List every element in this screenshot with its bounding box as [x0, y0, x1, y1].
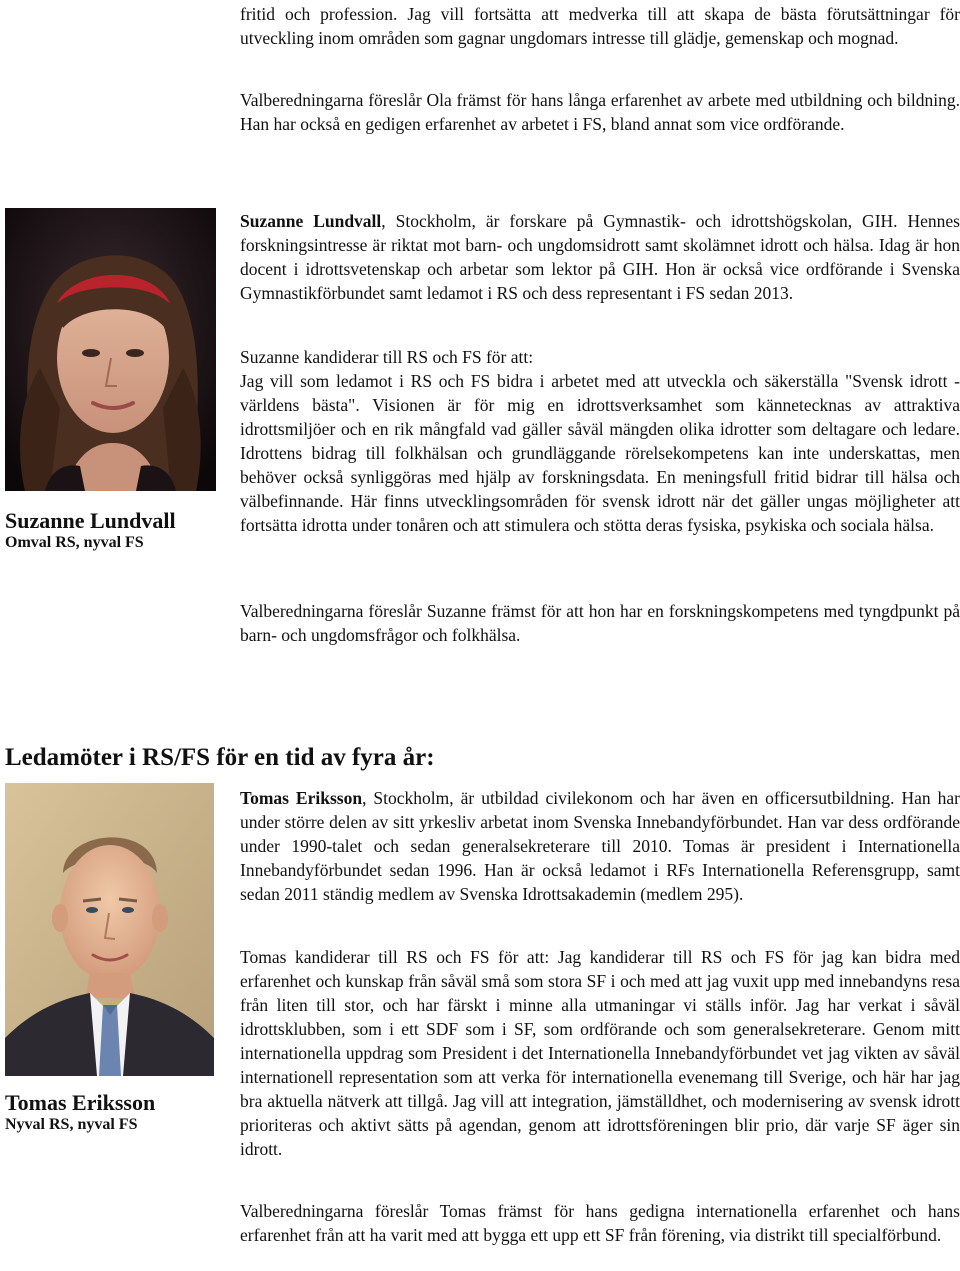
tomas-candidacy: Tomas kandiderar till RS och FS för att: Jag kandiderar till RS och FS för jag kan bidra med erfarenhet och kunskap från såväl små som stora SF i och med att jag vuxit upp med innebandyns resa från liten till stor, och har färskt i minne alla utmaningar vi ställs inför. Jag har verkat i såväl idrottsklubben, som i ett SDF som i SF, som ordförande och som generalsekreterare. Genom mitt internationella uppdrag som President i det Internationella Innebandyförbundet vet jag vikten av såväl internationell representation som att verka för internationella evenemang till Sverige, och här har jag bra aktuella nätverk att tillgå. Jag vill att integration, jämställdhet, och modernisering av svensk idrott prioriteras och aktivt sätts på agendan, genom att idrottsföreningen blir prio, där varje SF äger sin idrott. [240, 947, 960, 1159]
suzanne-bio-text: , Stockholm, är forskare på Gymnastik- och idrottshögskolan, GIH. Hennes forskningsintresse är riktat mot barn- och ungdomsidrott samt skolämnet idrott och hälsa. Idag är hon docent i idrottsvetenskap och arbetar som lektor på GIH. Hon är också vice ordförande i Svenska Gymnastikförbundet samt ledamot i RS och dess representant i FS sedan 2013. [240, 211, 960, 303]
suzanne-caption-role: Omval RS, nyval FS [5, 534, 144, 551]
suzanne-candidacy: Jag vill som ledamot i RS och FS bidra i arbetet med att utveckla och säkerställa "Svensk idrott - världens bästa". Visionen är för mig en idrottsverksamhet som kännetecknas av attraktiva idrottsmiljöer och en rik mångfald vad gäller såväl mängden olika idrotter som deltagare och ledare. Idrottens bidrag till folkhälsan och grundläggande rörelsekompetens kan inte underskattas, men behöver också synliggöras med hjälp av forskningsdata. En meningsfull fritid bidrar till hälsa och välbefinnande. Här finns utvecklingsområden för svensk idrott när det gäller ungas möjligheter att fortsätta idrotta under tonåren och att stimulera och stötta deras fysiska, psykiska och sociala hälsa. [240, 371, 960, 535]
tomas-bio-name: Tomas Eriksson [240, 788, 363, 808]
suzanne-lundvall-photo [5, 208, 216, 491]
intro-paragraph-2: Valberedningarna föreslår Ola främst för hans långa erfarenhet av arbete med utbildning och bildning. Han har också en gedigen erfarenhet av arbetet i FS, bland annat som vice ordförande. [240, 90, 960, 134]
section-heading: Ledamöter i RS/FS för en tid av fyra år: [5, 744, 435, 771]
suzanne-recommendation: Valberedningarna föreslår Suzanne främst för att hon har en forskningskompetens med tyngdpunkt på barn- och ungdomsfrågor och folkhälsa. [240, 601, 960, 645]
tomas-recommendation: Valberedningarna föreslår Tomas främst för hans gedigna internationella erfarenhet och hans erfarenhet från att ha varit med att bygga ett upp ett SF från förening, via distrikt till specialförbund. [240, 1201, 960, 1245]
suzanne-bio [240, 209, 960, 305]
tomas-bio-text: , Stockholm, är utbildad civilekonom och har även en officersutbildning. Han har under större delen av sitt yrkesliv arbetat inom Svenska Innebandyförbundet. Han var dess ordförande under 1990-talet och sedan generalsekreterare till 2010. Tomas är president i Internationella Innebandyförbundet sedan 1996. Han är också ledamot i RFs Internationella Referensgrupp, samt sedan 2011 ständig medlem av Svenska Idrottsakademin (medlem 295). [240, 788, 960, 904]
tomas-caption-role: Nyval RS, nyval FS [5, 1116, 138, 1133]
tomas-eriksson-photo [5, 783, 214, 1076]
tomas-bio [240, 786, 960, 906]
suzanne-candidacy-label: Suzanne kandiderar till RS och FS för att: [240, 347, 534, 367]
intro-paragraph-1: fritid och profession. Jag vill fortsätta att medverka till att skapa de bästa förutsättningar för utveckling inom områden som gagnar ungdomars intresse till glädje, gemenskap och mognad. [240, 4, 960, 48]
suzanne-bio-name: Suzanne Lundvall [240, 211, 382, 231]
tomas-caption-name: Tomas Eriksson [5, 1090, 156, 1115]
suzanne-caption-name: Suzanne Lundvall [5, 508, 176, 533]
